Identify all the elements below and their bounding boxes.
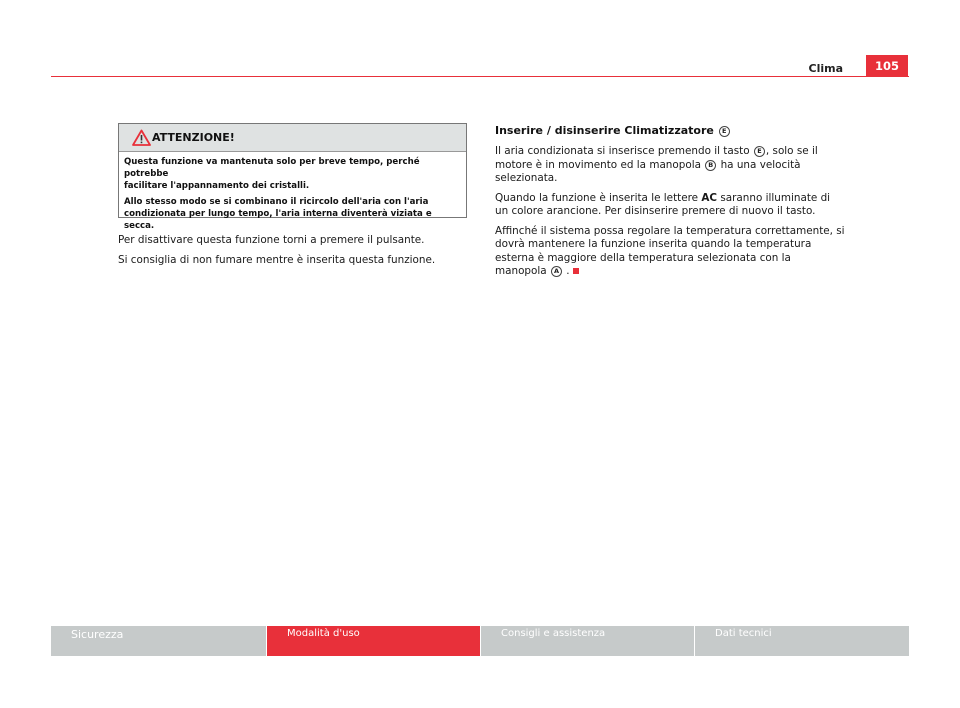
section-end-icon xyxy=(573,268,579,274)
tab-dati-tecnici[interactable]: Dati tecnici xyxy=(694,626,909,656)
key-e-icon: E xyxy=(719,126,730,137)
heading-text: Inserire / disinserire Climatizzatore xyxy=(495,124,714,137)
warning-body xyxy=(119,152,466,232)
page-number: 105 xyxy=(866,55,908,77)
warning-header xyxy=(119,124,466,152)
warning-triangle-icon xyxy=(132,129,151,146)
warning-box xyxy=(118,123,467,231)
text-run: manopola xyxy=(495,265,547,277)
text-run: un colore arancione. Per disinserire premere di nuovo il tasto. xyxy=(495,205,816,217)
text-run: Il aria condizionata si inserisce premendo il tasto xyxy=(495,145,750,157)
ac-label: AC xyxy=(701,191,718,204)
warning-line: Allo stesso modo se si combinano il ricircolo dell'aria con l'aria xyxy=(124,197,429,207)
text-run: selezionata. xyxy=(495,172,558,184)
tab-consigli-assistenza[interactable]: Consigli e assistenza xyxy=(480,626,694,656)
text-run: , solo se il xyxy=(765,145,818,157)
section-heading xyxy=(495,124,731,137)
key-a-icon: A xyxy=(551,266,562,277)
tab-modalita-uso[interactable]: Modalità d'uso xyxy=(266,626,480,656)
paragraph: Per disattivare questa funzione torni a premere il pulsante. xyxy=(118,234,425,246)
text-run: saranno illuminate di xyxy=(720,191,831,204)
text-run: motore è in movimento ed la manopola xyxy=(495,158,701,171)
section-title: Clima xyxy=(808,62,843,75)
paragraph: Si consiglia di non fumare mentre è inserita questa funzione. xyxy=(118,253,436,266)
text-run: esterna è maggiore della temperatura selezionata con la xyxy=(495,251,791,264)
footer-nav xyxy=(51,626,909,656)
key-e-icon: E xyxy=(754,146,765,157)
warning-line: Questa funzione va mantenuta solo per breve tempo, perché potrebbe xyxy=(124,157,420,179)
warning-line: condizionata per lungo tempo, l'aria interna diventerà viziata e secca. xyxy=(124,209,432,231)
key-b-icon: B xyxy=(705,160,716,171)
paragraph xyxy=(495,192,850,219)
text-run: Affinché il sistema possa regolare la temperatura correttamente, si xyxy=(495,224,845,237)
text-run: Quando la funzione è inserita le lettere xyxy=(495,191,699,204)
right-column-text xyxy=(495,145,850,285)
warning-title: ATTENZIONE! xyxy=(152,131,235,144)
header-rule xyxy=(51,76,909,77)
warning-line: facilitare l'appannamento dei cristalli. xyxy=(124,181,310,191)
left-column-text xyxy=(118,234,473,273)
text-run: dovrà mantenere la funzione inserita quando la temperatura xyxy=(495,238,812,250)
paragraph xyxy=(495,225,850,279)
paragraph xyxy=(495,145,850,186)
tab-sicurezza[interactable]: Sicurezza xyxy=(51,626,266,656)
text-run: ha una velocità xyxy=(720,158,801,171)
text-run: . xyxy=(566,265,570,277)
